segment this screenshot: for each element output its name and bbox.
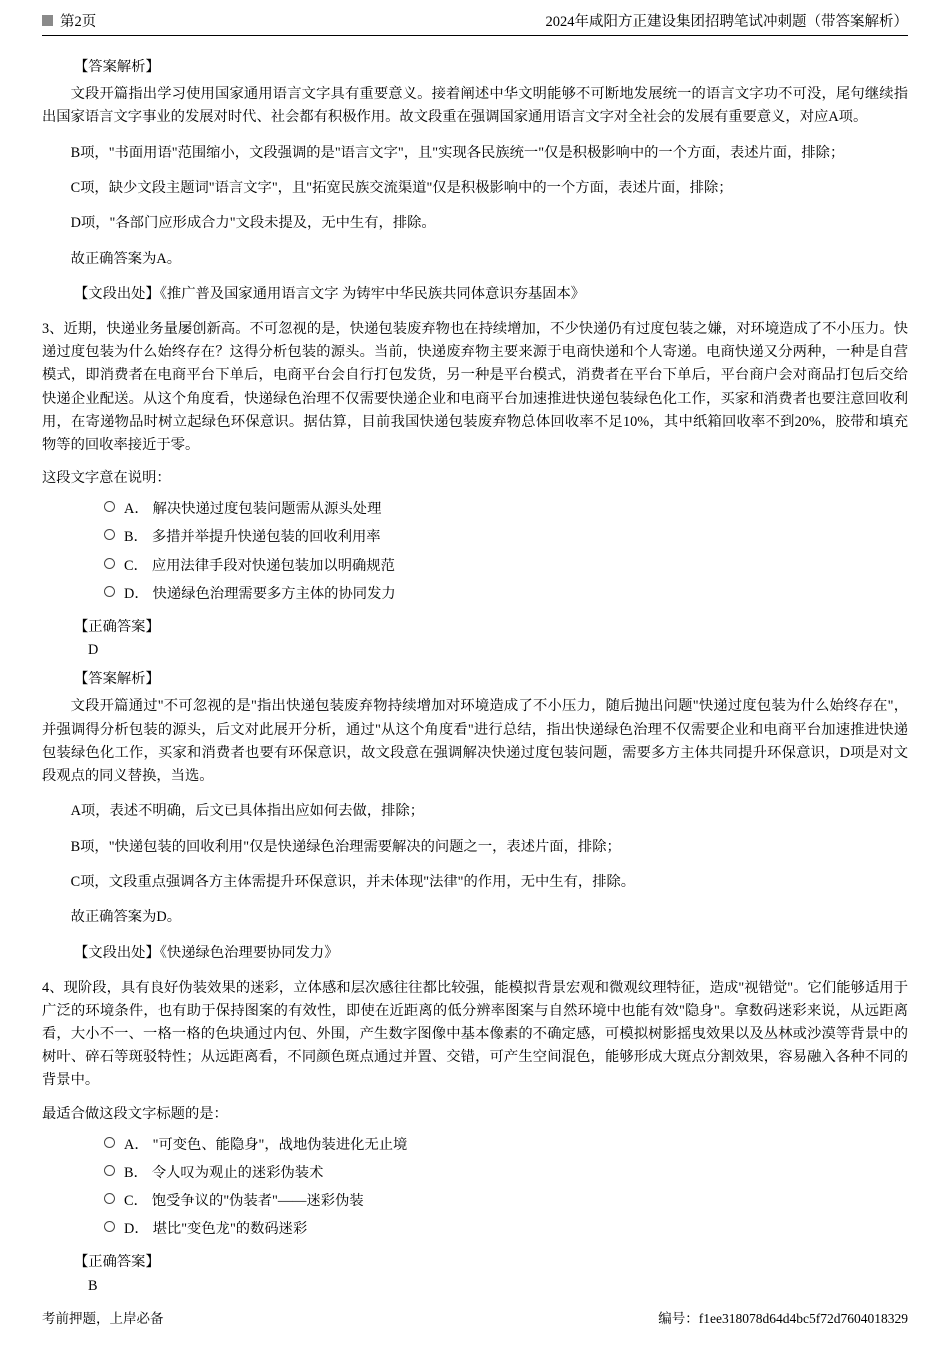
- question-4-options: [42, 1134, 908, 1242]
- document-content: [42, 36, 908, 1298]
- footer-serial-label: 编号：: [658, 1311, 699, 1326]
- option-label: 堪比"变色龙"的数码迷彩: [152, 1221, 308, 1238]
- analysis-conclusion-2: 故正确答案为D。: [70, 909, 181, 926]
- option-letter: B．: [124, 529, 148, 546]
- source-line-2: 【文段出处】《快递绿色治理要协同发力》: [74, 944, 339, 961]
- option-letter: A．: [124, 501, 149, 518]
- option-label: 饱受争议的"伪装者"——迷彩伪装: [151, 1193, 364, 1210]
- radio-icon[interactable]: [104, 1221, 115, 1232]
- option-item[interactable]: [42, 498, 908, 521]
- question-4-answer-label: 【正确答案】: [74, 1254, 160, 1271]
- header-title: 2024年咸阳方正建设集团招聘笔试冲刺题（带答案解析）: [545, 14, 908, 30]
- option-label: 多措并举提升快递包装的回收利用率: [151, 529, 381, 546]
- question-3-body: 3、近期，快递业务量屡创新高。不可忽视的是，快递包装废弃物也在持续增加，不少快递仍有过度包装之嫌，对环境造成了不小压力。快递过度包装为什么始终存在？这得分析包装的源头。当前，快递废弃物主要来源于电商快递和个人寄递。电商快递又分两种，一种是自营模式，即消费者在电商平台下单后，电商平台会自行打包发货，另一种是平台模式，消费者在平台下单后，平台商户会对商品打包后交给快递企业配送。从这个角度看，快递绿色治理不仅需要快递企业和电商平台加速推进快递包装绿色化工作，买家和消费者也要注意回收利用，在寄递物品时树立起绿色环保意识。据估算，目前我国快递包装废弃物总体回收率不足10%，其中纸箱回收率不到20%，胶带和填充物等的回收率接近于零。: [42, 321, 908, 453]
- question-3-answer-label: 【正确答案】: [74, 618, 160, 635]
- footer-serial: [658, 1307, 908, 1327]
- answer-analysis-label-2: 【答案解析】: [74, 671, 160, 688]
- analysis-para-6: A项，表述不明确，后文已具体指出应如何去做，排除；: [70, 803, 425, 820]
- option-letter: C．: [124, 557, 148, 574]
- analysis-para-8: C项，文段重点强调各方主体需提升环保意识，并未体现"法律"的作用，无中生有，排除。: [70, 874, 636, 891]
- question-4-prompt: 最适合做这段文字标题的是：: [42, 1105, 228, 1122]
- header-page-number: [42, 10, 96, 31]
- analysis-para-1: 文段开篇指出学习使用国家通用语言文字具有重要意义。接着阐述中华文明能够不可断地发展统一的语言文字功不可没，尾句继续指出国家语言文字事业的发展对时代、社会都有积极作用。故文段重在强调国家通用语言文字对全社会的发展有重要意义，对应A项。: [42, 86, 908, 126]
- page-header: [42, 0, 908, 36]
- footer-slogan: 考前押题，上岸必备: [42, 1311, 164, 1326]
- question-4-answer-value: B: [88, 1277, 98, 1294]
- question-3-options: [42, 498, 908, 606]
- option-label: "可变色、能隐身"，战地伪装进化无止境: [152, 1136, 408, 1153]
- question-3-prompt: 这段文字意在说明：: [42, 470, 171, 487]
- option-label: 解决快递过度包装问题需从源头处理: [152, 501, 382, 518]
- option-letter: A．: [124, 1136, 149, 1153]
- radio-icon[interactable]: [104, 558, 115, 569]
- radio-icon[interactable]: [104, 586, 115, 597]
- analysis-para-3: C项，缺少文段主题词"语言文字"，且"拓宽民族交流渠道"仅是积极影响中的一个方面，表述片面，排除；: [70, 180, 733, 197]
- option-item[interactable]: [42, 583, 908, 606]
- page-number-label: 第2页: [60, 14, 97, 30]
- source-line-1: 【文段出处】《推广普及国家通用语言文字 为铸牢中华民族共同体意识夯基固本》: [74, 285, 586, 302]
- option-letter: D．: [124, 1221, 149, 1238]
- page-marker-icon: [42, 15, 53, 26]
- option-label: 快递绿色治理需要多方主体的协同发力: [152, 585, 396, 602]
- footer-serial-value: f1ee318078d64d4bc5f72d7604018329: [698, 1311, 908, 1326]
- radio-icon[interactable]: [104, 501, 115, 512]
- analysis-para-2: B项，"书面用语"范围缩小，文段强调的是"语言文字"，且"实现各民族统一"仅是积极影响中的一个方面，表述片面，排除；: [70, 144, 845, 161]
- radio-icon[interactable]: [104, 1137, 115, 1148]
- radio-icon[interactable]: [104, 529, 115, 540]
- option-item[interactable]: [42, 1190, 908, 1213]
- answer-analysis-label-1: 【答案解析】: [74, 59, 160, 75]
- option-item[interactable]: [42, 1218, 908, 1241]
- question-4-body: 4、现阶段，具有良好伪装效果的迷彩，立体感和层次感往往都比较强，能模拟背景宏观和微观纹理特征，造成"视错觉"。它们能够适用于广泛的环境条件，也有助于保持图案的有效性，即使在近距离的低分辨率图案与自然环境中也能有效"隐身"。拿数码迷彩来说，从远距离看，大小不一、一格一格的色块通过内包、外围，产生数字图像中基本像素的不确定感，可模拟树影摇曳效果以及丛林或沙漠等背景中的树叶、碎石等斑驳特性；从远距离看，不同颜色斑点通过并置、交错，可产生空间混色，能够形成大斑点分割效果，容易融入各种不同的背景中。: [42, 979, 908, 1089]
- option-item[interactable]: [42, 1162, 908, 1185]
- option-item[interactable]: [42, 526, 908, 549]
- option-letter: B．: [124, 1164, 148, 1181]
- question-3-answer-value: D: [88, 641, 99, 658]
- option-label: 应用法律手段对快递包装加以明确规范: [151, 557, 395, 574]
- option-letter: D．: [124, 585, 149, 602]
- analysis-para-4: D项，"各部门应形成合力"文段未提及，无中生有，排除。: [70, 215, 436, 232]
- radio-icon[interactable]: [104, 1193, 115, 1204]
- option-letter: C．: [124, 1193, 148, 1210]
- page-footer: [42, 1307, 908, 1327]
- option-label: 令人叹为观止的迷彩伪装术: [151, 1164, 324, 1181]
- analysis-conclusion-1: 故正确答案为A。: [70, 250, 181, 267]
- radio-icon[interactable]: [104, 1165, 115, 1176]
- analysis-para-7: B项，"快递包装的回收利用"仅是快递绿色治理需要解决的问题之一，表述片面，排除；: [70, 838, 621, 855]
- analysis-para-5: 文段开篇通过"不可忽视的是"指出快递包装废弃物持续增加对环境造成了不小压力，随后抛出问题"快递过度包装为什么始终存在"，并强调得分析包装的源头，后文对此展开分析，通过"从这个角度看"进行总结，指出快递绿色治理不仅需要企业和电商平台加速推进快递包装绿色化工作，买家和消费者也要有环保意识，故文段意在强调解决快递过度包装问题，需要多方主体共同提升环保意识，D项是对文段观点的同义替换，当选。: [42, 698, 908, 785]
- option-item[interactable]: [42, 1134, 908, 1157]
- option-item[interactable]: [42, 555, 908, 578]
